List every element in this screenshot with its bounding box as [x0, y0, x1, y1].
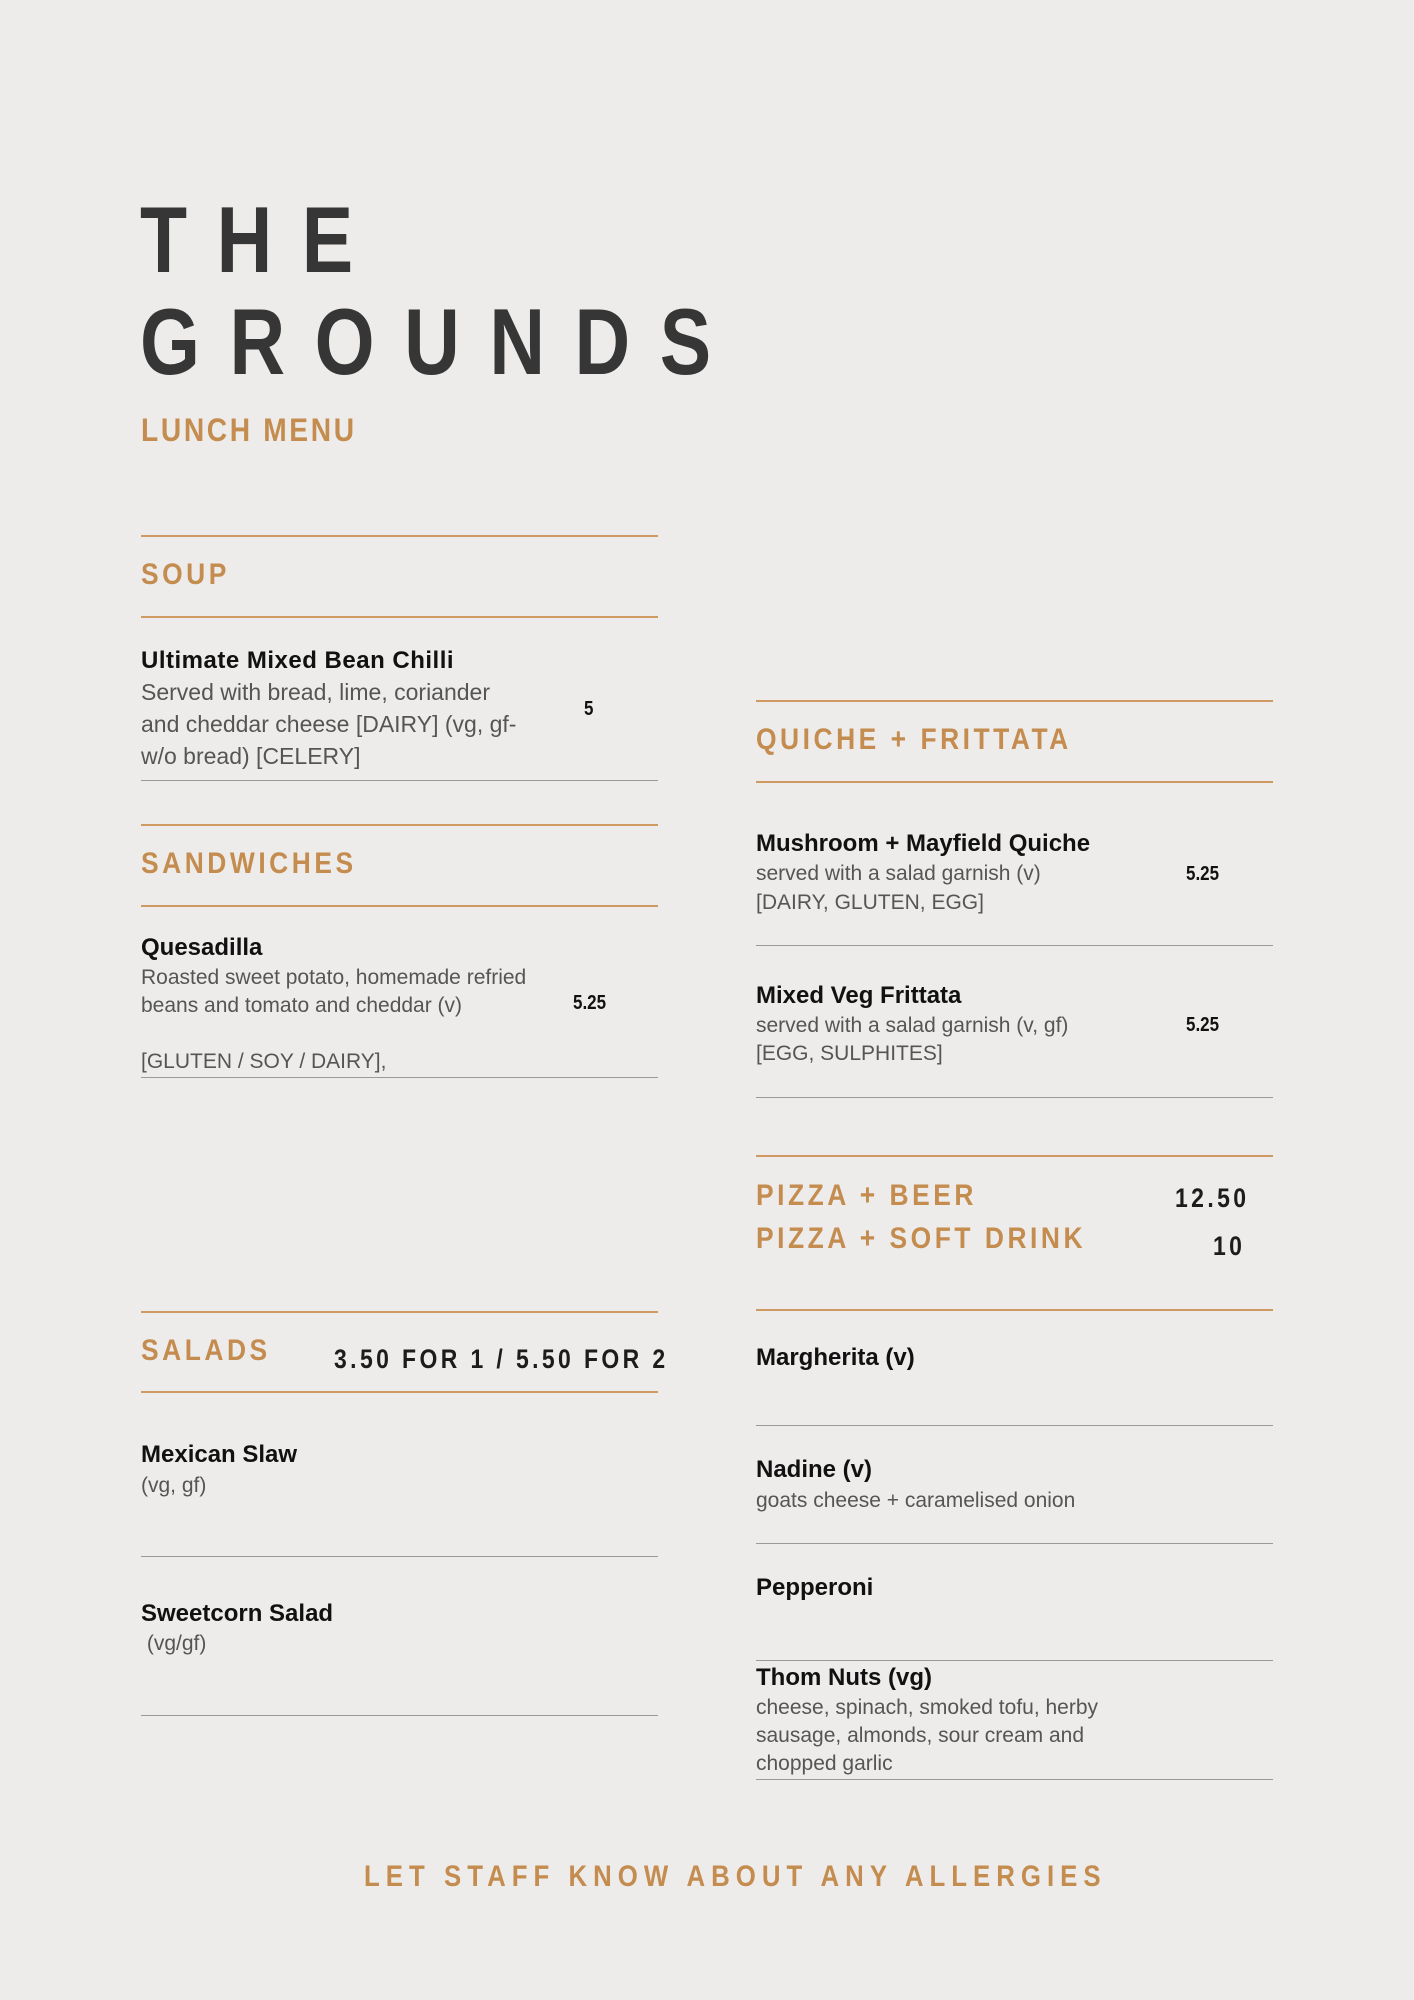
frittata-item-price: 5.25 [1186, 1014, 1220, 1036]
divider [141, 616, 658, 618]
frittata-item-allergens: [EGG, SULPHITES] [756, 1042, 943, 1065]
divider [141, 1311, 658, 1313]
salad-item-description: (vg/gf) [141, 1632, 207, 1655]
divider [141, 824, 658, 826]
sandwich-item-allergens: [GLUTEN / SOY / DAIRY], [141, 1050, 387, 1073]
section-heading-salads: SALADS [141, 1334, 271, 1367]
title-line-1: THE [140, 187, 383, 292]
salad-item-description: (vg, gf) [141, 1474, 207, 1497]
soup-item-description: Served with bread, lime, coriander and cheddar cheese [DAIRY] (vg, gf- w/o bread) [CELERY] [141, 679, 517, 769]
divider [141, 1077, 658, 1078]
pizza-item-description: goats cheese + caramelised onion [756, 1489, 1076, 1512]
sandwich-item-description: Roasted sweet potato, homemade refried beans and tomato and cheddar (v) [141, 966, 527, 1017]
section-heading-soup: SOUP [141, 558, 230, 591]
sandwich-item-price: 5.25 [573, 992, 607, 1014]
divider [756, 1543, 1273, 1544]
soup-item-name: Ultimate Mixed Bean Chilli [141, 647, 455, 674]
pizza-item-name: Thom Nuts (vg) [756, 1664, 932, 1691]
divider [756, 1660, 1273, 1661]
divider [141, 1556, 658, 1557]
frittata-item-name: Mixed Veg Frittata [756, 982, 962, 1009]
quiche-item-allergens: [DAIRY, GLUTEN, EGG] [756, 891, 984, 914]
pizza-beer-deal-price: 12.50 [1175, 1183, 1250, 1213]
allergy-notice: LET STAFF KNOW ABOUT ANY ALLERGIES [364, 1860, 1107, 1893]
divider [141, 1715, 658, 1716]
divider [756, 1779, 1273, 1780]
pizza-beer-deal-label: PIZZA + BEER [756, 1179, 977, 1212]
divider [756, 1425, 1273, 1426]
menu-subtitle: LUNCH MENU [141, 412, 357, 448]
divider [141, 535, 658, 537]
divider [141, 1391, 658, 1393]
pizza-soft-drink-deal-label: PIZZA + SOFT DRINK [756, 1222, 1087, 1255]
pizza-item-name: Margherita (v) [756, 1344, 915, 1371]
frittata-item-description: served with a salad garnish (v, gf) [756, 1014, 1069, 1037]
pizza-soft-drink-deal-price: 10 [1213, 1231, 1246, 1261]
divider [756, 1155, 1273, 1157]
divider [756, 781, 1273, 783]
divider [756, 945, 1273, 946]
divider [141, 905, 658, 907]
divider [756, 700, 1273, 702]
title-line-2: GROUNDS [140, 289, 741, 394]
divider [756, 1309, 1273, 1311]
section-heading-quiche-frittata: QUICHE + FRITTATA [756, 723, 1072, 756]
section-heading-sandwiches: SANDWICHES [141, 847, 357, 880]
pizza-item-name: Pepperoni [756, 1574, 874, 1601]
salads-deal-price: 3.50 FOR 1 / 5.50 FOR 2 [334, 1344, 669, 1374]
quiche-item-price: 5.25 [1186, 863, 1220, 885]
pizza-item-name: Nadine (v) [756, 1456, 873, 1483]
quiche-item-name: Mushroom + Mayfield Quiche [756, 830, 1091, 857]
divider [756, 1097, 1273, 1098]
divider [141, 780, 658, 781]
quiche-item-description: served with a salad garnish (v) [756, 862, 1041, 885]
salad-item-name: Mexican Slaw [141, 1441, 298, 1468]
soup-item-price: 5 [584, 698, 594, 720]
sandwich-item-name: Quesadilla [141, 934, 263, 961]
pizza-item-description: cheese, spinach, smoked tofu, herby sausage, almonds, sour cream and chopped garlic [756, 1696, 1099, 1775]
salad-item-name: Sweetcorn Salad [141, 1600, 334, 1627]
